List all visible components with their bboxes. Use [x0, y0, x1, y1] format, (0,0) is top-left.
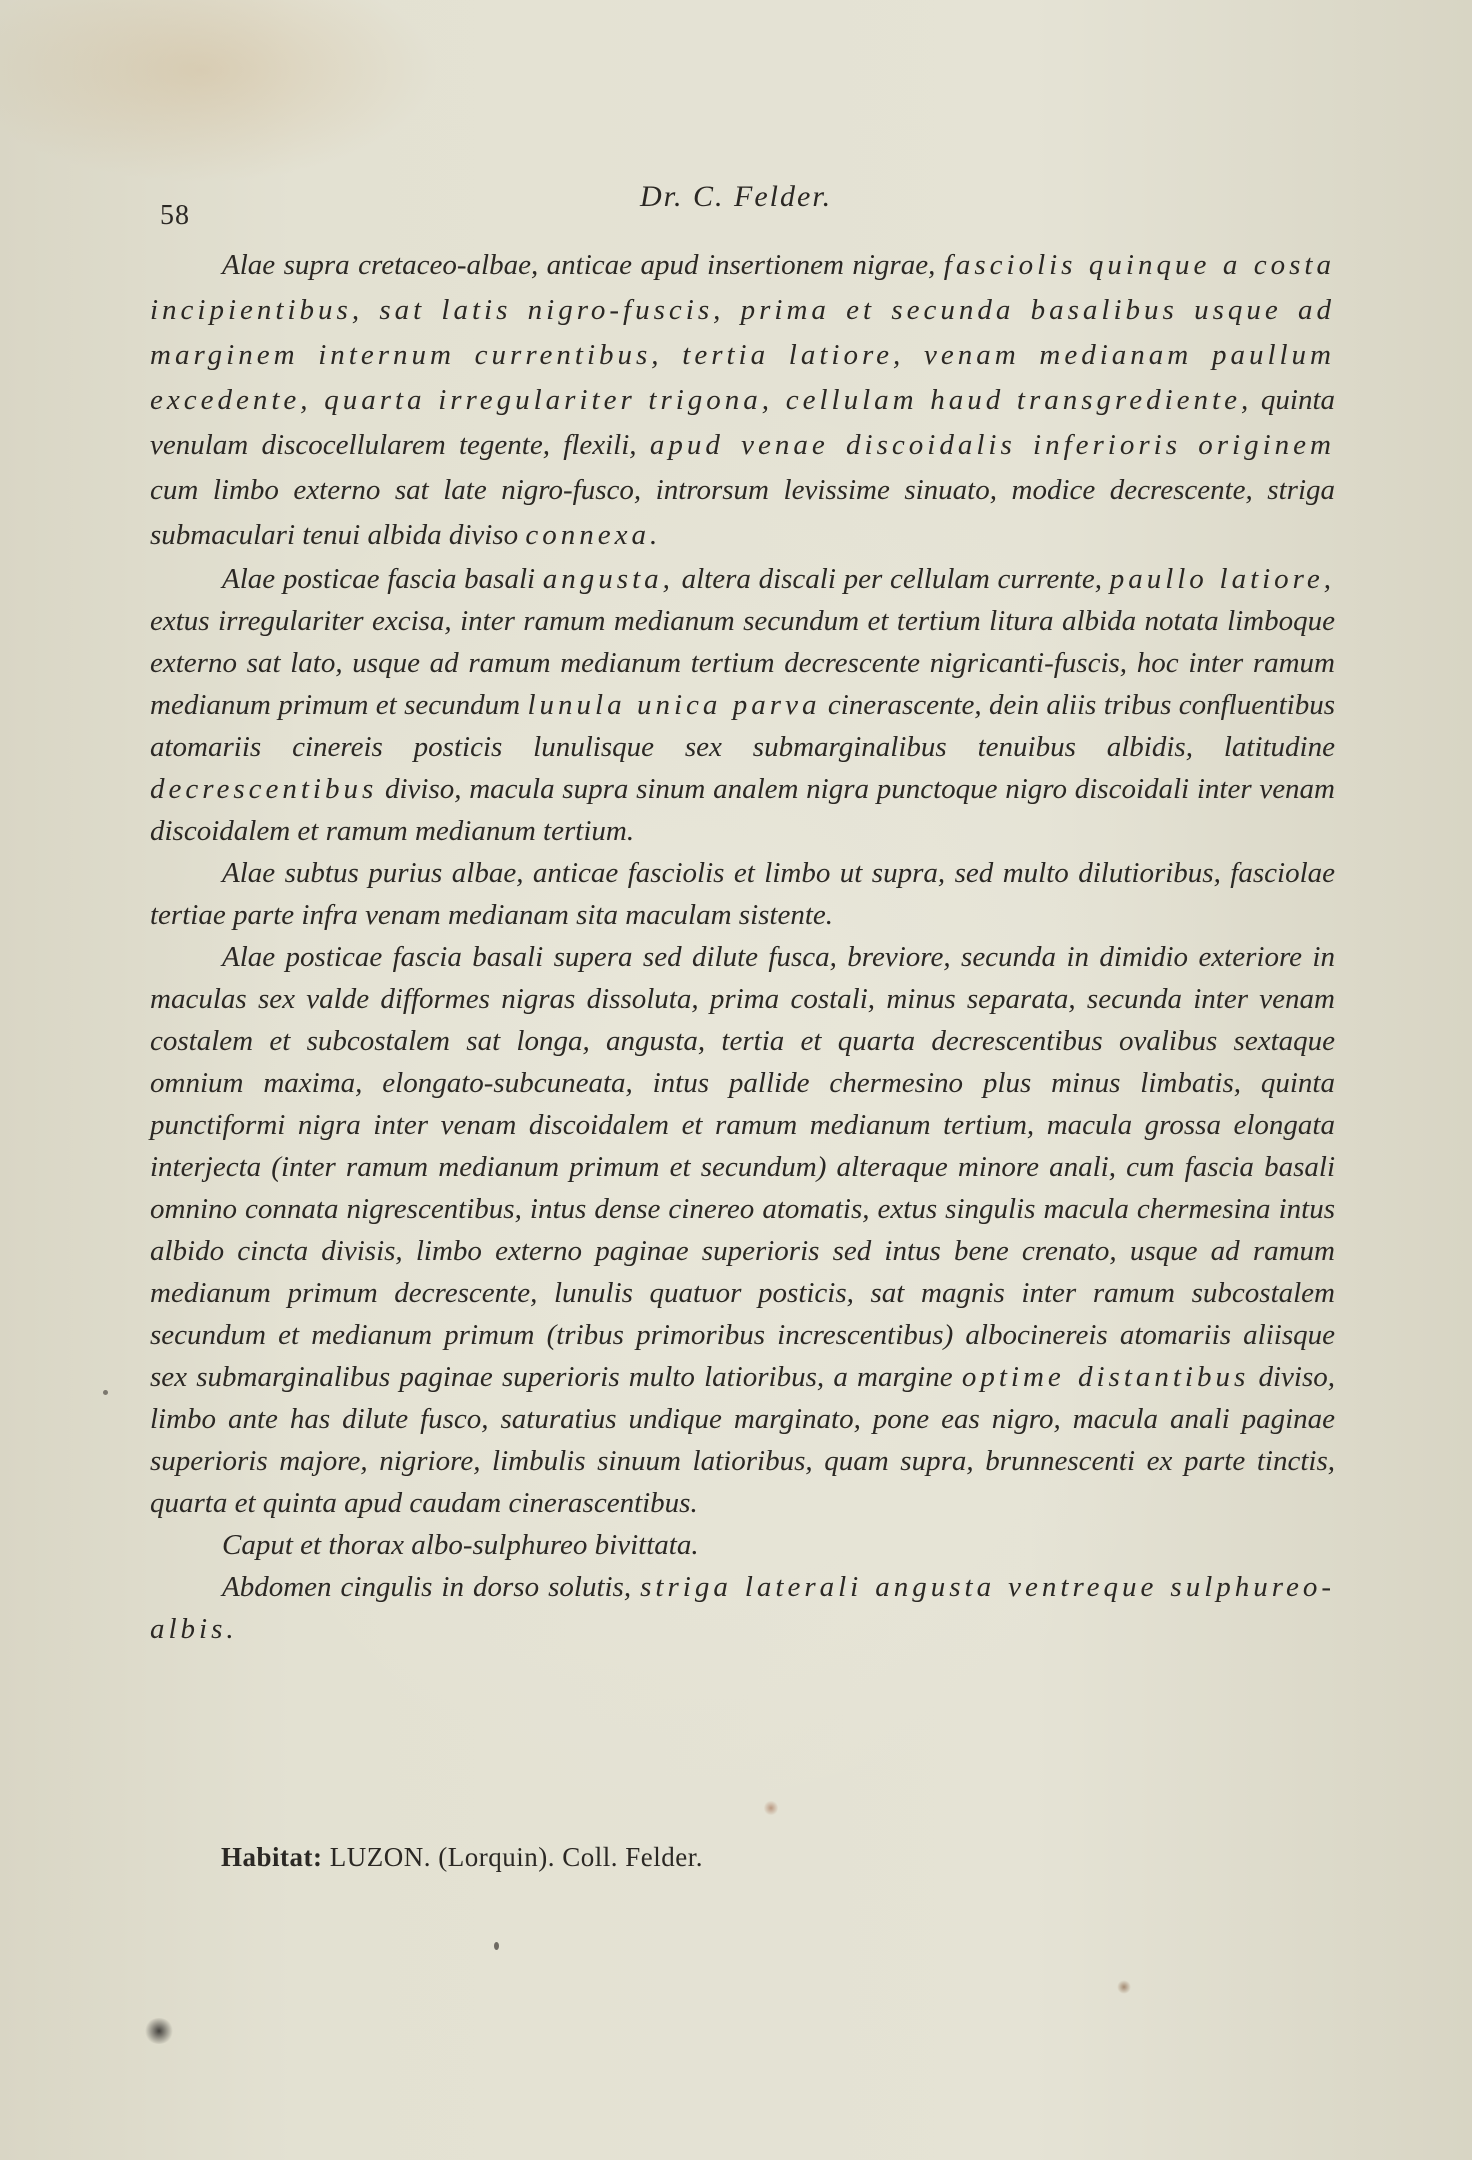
spaced-text-run: striga laterali angusta ventreque sulphureo-albis.	[150, 1571, 1336, 1645]
spaced-text-run: lunula unica parva	[527, 689, 821, 721]
text-run: cum limbo externo sat late nigro-fusco, introrsum levissime sinuato, modice decrescente, striga submaculari tenui albida diviso	[150, 474, 1335, 551]
text-run: altera discali per cellulam currente,	[681, 563, 1102, 595]
paragraph-head-thorax: Caput et thorax albo-sulphureo bivittata.	[222, 1529, 699, 1561]
spaced-text-run: apud venae discoidalis inferioris originem	[649, 429, 1335, 461]
page-number: 58	[160, 200, 190, 231]
text-run: Alae posticae fascia basali	[222, 563, 536, 595]
paper-spot	[494, 1942, 499, 1950]
habitat-label: Habitat:	[221, 1842, 323, 1872]
text-run: diviso, limbo ante has dilute fusco, saturatius undique marginato, pone eas nigro, macula anali paginae superioris majore, nigriore, limbulis sinuum latioribus, quam supra, brunnescenti ex parte tinctis, quarta et quinta apud caudam cinerascentibus.	[150, 1361, 1336, 1519]
paper-spot	[103, 1390, 108, 1395]
ink-blot	[144, 2018, 174, 2044]
spaced-text-run: paullo latiore,	[1109, 563, 1336, 595]
spaced-text-run: connexa.	[525, 519, 662, 551]
text-run: Alae supra cretaceo-albae, anticae apud insertionem nigrae,	[222, 249, 936, 281]
text-run: Abdomen cingulis in dorso solutis,	[222, 1571, 632, 1603]
paper-spot	[1117, 1980, 1131, 1994]
paragraph-upperside-hindwing	[150, 558, 1335, 852]
spaced-text-run: decrescentibus	[150, 773, 378, 805]
description-text	[150, 243, 1335, 1650]
paragraph-underside-hindwing	[150, 936, 1335, 1524]
text-run: diviso, macula supra sinum analem nigra punctoque nigro discoidali inter venam discoidalem et ramum medianum tertium.	[150, 773, 1336, 847]
text-run: Alae posticae fascia basali supera sed dilute fusca, breviore, secunda in dimidio exteriore in maculas sex valde difformes nigras dissoluta, prima costali, minus separata, secunda inter venam costalem et subcostalem sat longa, angusta, tertia et quarta decrescentibus ovalibus sextaque omnium maxima, elongato-subcuneata, intus pallide chermesino plus minus limbatis, quinta punctiformi nigra inter venam discoidalem et ramum medianum tertium, macula grossa elongata interjecta (inter ramum medianum primum et secundum) alteraque minore anali, cum fascia basali omnino connata nigrescentibus, intus dense cinereo atomatis, extus singulis macula chermesina intus albido cincta divisis, limbo externo paginae superioris sed intus bene crenato, usque ad ramum medianum primum decrescente, lunulis quatuor posticis, sat magnis inter ramum subcostalem secundum et medianum primum (tribus primoribus increscentibus) albocinereis atomariis aliisque sex submarginalibus paginae superioris multo latioribus, a margine	[150, 941, 1335, 1393]
habitat-line	[221, 1842, 703, 1873]
paragraph-abdomen	[150, 1566, 1335, 1650]
text-run: extus irregulariter excisa, inter ramum medianum secundum et tertium litura albida notata limboque externo sat lato, usque ad ramum medianum tertium decrescente nigricanti-fuscis, hoc inter ramum medianum primum et secundum	[150, 605, 1335, 721]
spaced-text-run: fasciolis quinque a costa incipientibus, sat latis nigro-fuscis, prima et secunda basalibus usque ad marginem internum currentibus, tertia latiore, venam medianam paullum excedente, quarta irregulariter trigona, cellulam haud transgrediente,	[150, 249, 1335, 416]
text-run: cinerascente, dein aliis tribus confluentibus atomariis cinereis posticis lunulisque sex submarginalibus tenuibus albidis, latitudine	[150, 689, 1336, 763]
paper-spot	[764, 1800, 778, 1816]
running-head: Dr. C. Felder.	[640, 180, 833, 213]
habitat-text: LUZON. (Lorquin). Coll. Felder.	[329, 1842, 703, 1872]
paragraph-upperside-forewing	[150, 243, 1335, 558]
spaced-text-run: angusta,	[542, 563, 674, 595]
spaced-text-run: optime distantibus	[961, 1361, 1250, 1393]
paragraph-underside-forewing: Alae subtus purius albae, anticae fasciolis et limbo ut supra, sed multo dilutioribus, fasciolae tertiae parte infra venam medianam sita maculam sistente.	[150, 857, 1335, 931]
text-run: quinta venulam discocellularem tegente, flexili,	[150, 384, 1336, 461]
